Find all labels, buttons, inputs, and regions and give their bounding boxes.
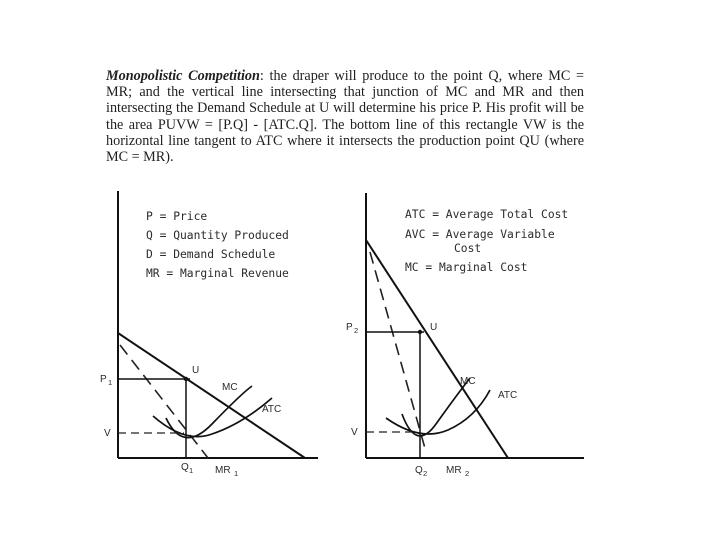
left-mr-line [120,345,208,458]
right-legend-mc: MC = Marginal Cost [405,261,528,274]
right-mr-line [370,252,426,452]
right-label-q-sub: 2 [423,469,428,478]
right-label-mc: MC [460,376,476,387]
paragraph-body: : the draper will produce to the point Q, where MC = MR; and the vertical line intersecting that junction of MC and MR and then intersecting the Demand Schedule at U will determine his price P. His profit will be the area PUVW = [P.Q] - [ATC.Q]. The bottom line of this rectangle VW is the horizontal line tangent to ATC where it intersects the production point QU (where MC = MR). [106,68,584,166]
left-label-mr: MR [215,465,231,476]
left-demand-line [118,333,305,458]
left-legend-marginal-revenue: MR = Marginal Revenue [146,267,289,280]
right-label-mr: MR [446,465,462,476]
paragraph-lead: Monopolistic Competition [106,68,260,84]
left-graph [100,191,318,478]
left-u-point [184,377,188,381]
left-label-v: V [104,428,111,439]
left-label-p-sub: 1 [108,378,113,387]
left-label-mc: MC [222,382,238,393]
right-label-mr-sub: 2 [465,469,470,478]
left-label-q-sub: 1 [189,466,194,475]
right-label-atc: ATC [498,390,518,401]
right-atc-curve [386,390,490,434]
left-legend-price: P = Price [146,210,208,223]
left-legend-demand: D = Demand Schedule [146,248,276,261]
right-legend-atc: ATC = Average Total Cost [405,208,569,221]
left-atc-curve [153,398,272,437]
left-label-u: U [192,365,200,376]
right-u-point [418,330,422,334]
right-label-v: V [351,427,358,438]
right-label-p: P [346,322,353,333]
left-legend-quantity: Q = Quantity Produced [146,229,289,242]
left-label-atc: ATC [262,404,282,415]
right-label-p-sub: 2 [354,326,359,335]
left-label-mr-sub: 1 [234,469,239,478]
left-label-p: P [100,374,107,385]
right-label-u: U [430,322,438,333]
right-label-q: Q [415,465,423,476]
right-legend-avc: AVC = Average Variable [405,228,555,241]
right-graph [346,193,584,478]
right-legend-avc-cont: Cost [454,242,482,255]
left-label-q: Q [181,462,189,473]
